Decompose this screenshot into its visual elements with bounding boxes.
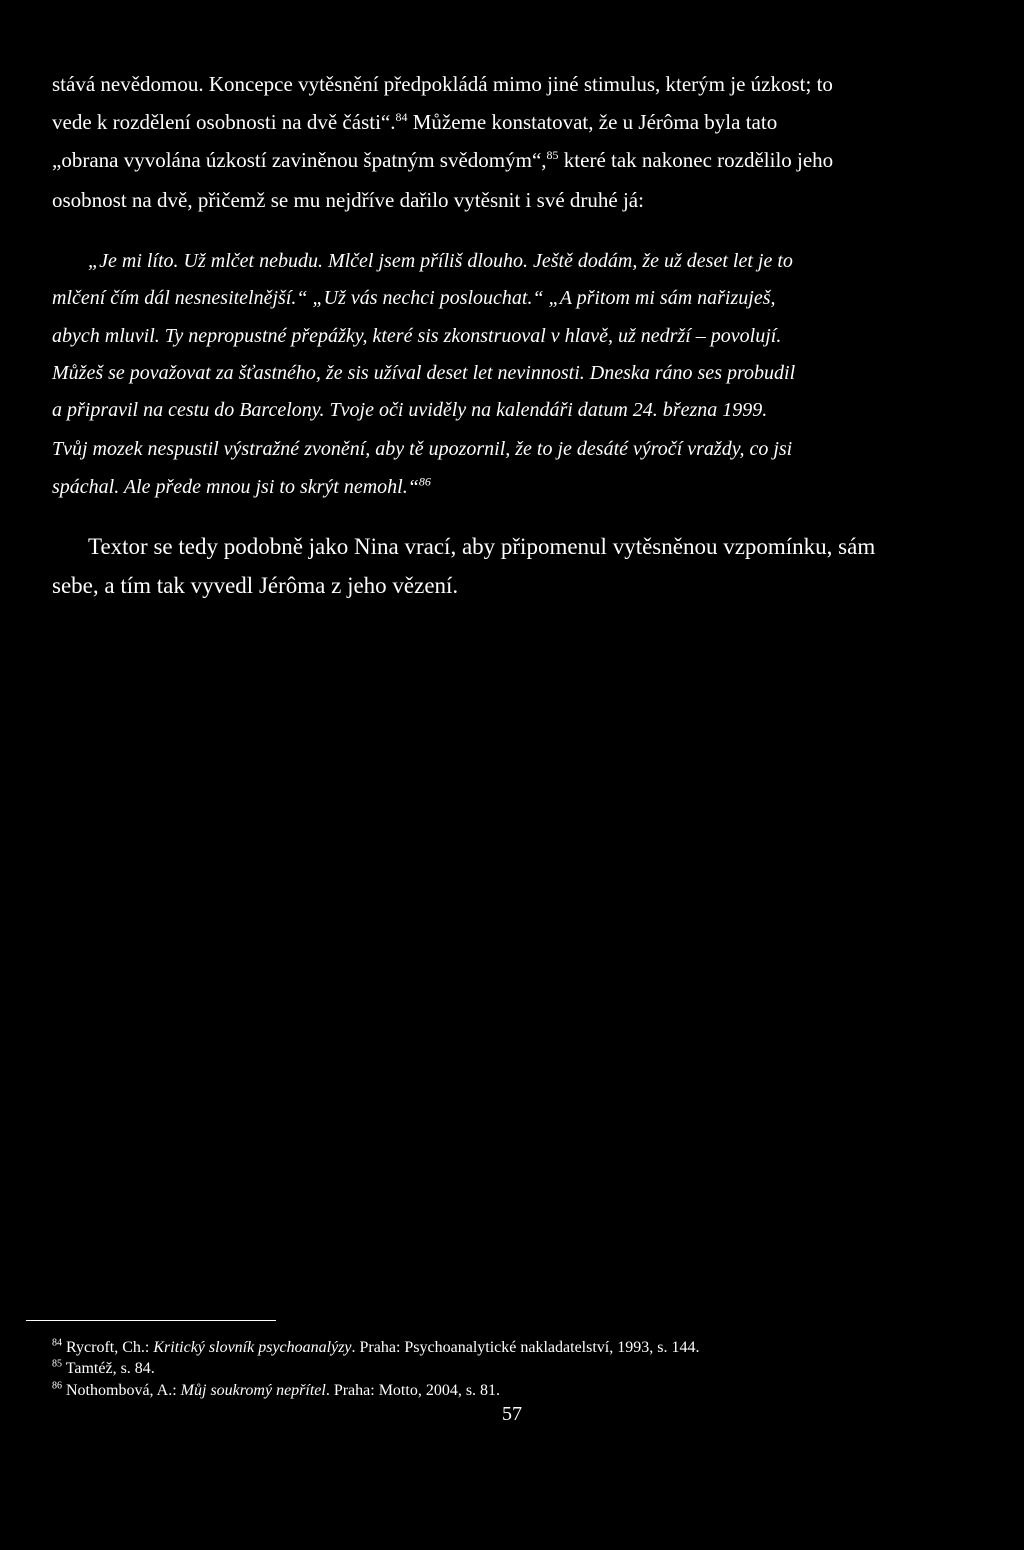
page-number: 57	[502, 1403, 522, 1425]
quote-line-1: „Je mi líto. Už mlčet nebudu. Mlčel jsem příliš dlouho. Ještě dodám, že už deset let je to	[88, 250, 793, 272]
footnote-separator	[26, 1320, 276, 1321]
paragraph1-line-3: „obrana vyvolána úzkostí zaviněnou špatným svědomým“,$^{85}$ které tak nakonec rozdělilo jeho	[52, 148, 834, 172]
footnote-86: $^{86}$ Nothombová, A.: Můj soukromý nepřítel. Praha: Motto, 2004, s. 81.	[52, 1380, 501, 1399]
paragraph1-line-1: stává nevědomou. Koncepce vytěsnění předpokládá mimo jiné stimulus, kterým je úzkost; to	[52, 72, 833, 96]
paragraph2-line-2: sebe, a tím tak vyvedl Jérôma z jeho vězení.	[52, 573, 459, 598]
quote-line-3: abych mluvil. Ty nepropustné přepážky, které sis zkonstruoval v hlavě, už nedrží – povolují.	[52, 325, 782, 347]
footnote-ref-86: 86	[418, 474, 431, 489]
quote-line-6: Tvůj mozek nespustil výstražné zvonění, aby tě upozornil, že to je desáté výročí vraždy, co jsi	[52, 438, 793, 460]
quote-line-5: a připravil na cestu do Barcelony. Tvoje oči uviděly na kalendáři datum 24. března 1999.	[52, 399, 768, 421]
footnote-84: $^{84}$ Rycroft, Ch.: Kritický slovník psychoanalýzy. Praha: Psychoanalytické nakladatelství, 1993, s. 144.	[52, 1337, 700, 1356]
footnote-ref-85: 85	[546, 148, 559, 162]
quote-line-2: mlčení čím dál nesnesitelnější.“ „Už vás nechci poslouchat.“ „A přitom mi sám nařizuješ,	[52, 287, 776, 309]
footnote-ref-84: 84	[395, 110, 408, 124]
quote-line-4: Můžeš se považovat za šťastného, že sis užíval deset let nevinnosti. Dneska ráno ses probudil	[52, 362, 796, 384]
paragraph1-line-4: osobnost na dvě, přičemž se mu nejdříve dařilo vytěsnit i své druhé já:	[52, 188, 644, 212]
paragraph2-line-1: Textor se tedy podobně jako Nina vrací, aby připomenul vytěsněnou vzpomínku, sám	[88, 534, 876, 559]
quote-line-7: spáchal. Ale přede mnou jsi to skrýt nemohl.“$^{86}$	[52, 474, 431, 498]
footnote-85: $^{85}$ Tamtéž, s. 84.	[52, 1358, 155, 1377]
paragraph1-line-2: vede k rozdělení osobnosti na dvě části“.$^{84}$ Můžeme konstatovat, že u Jérôma byla tato	[52, 110, 778, 134]
